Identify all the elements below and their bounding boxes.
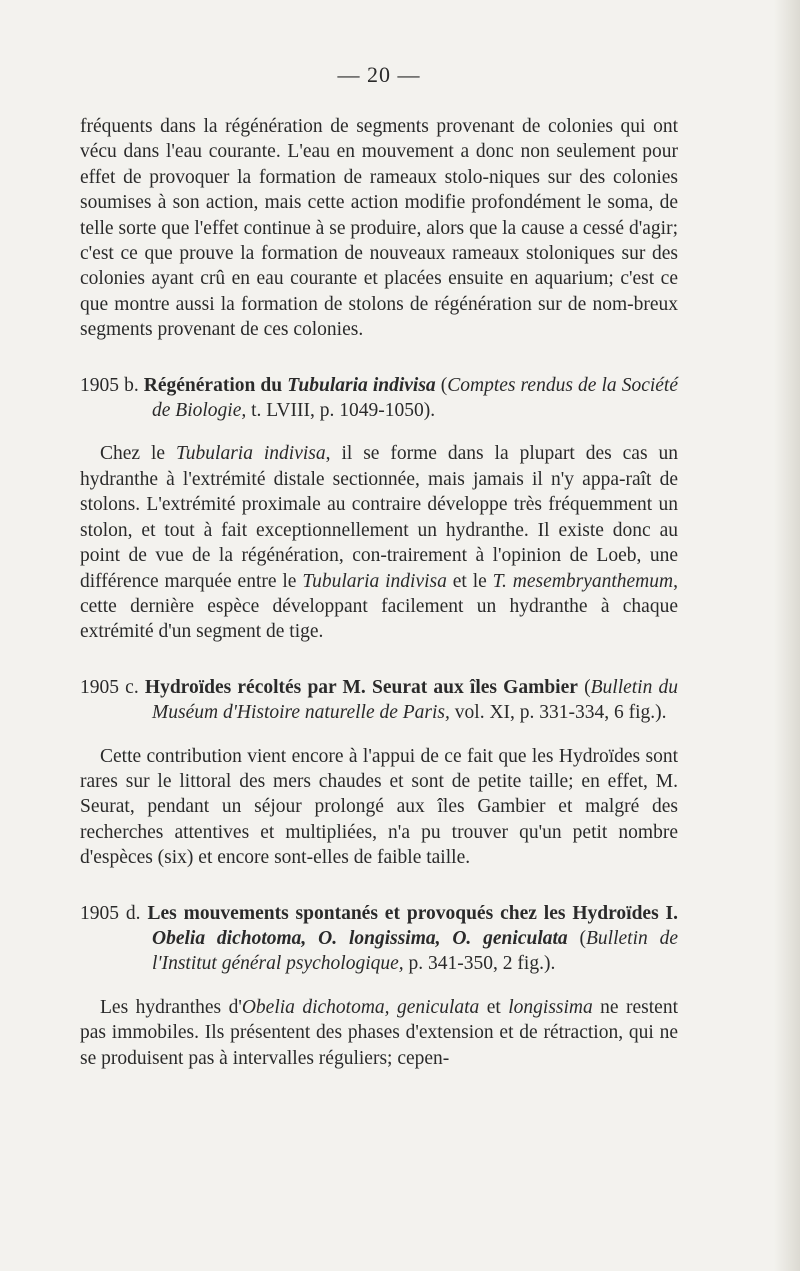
summary-text: Les hydranthes d' bbox=[100, 996, 242, 1018]
entry-reference: Bulletin du Muséum d'Histoire naturelle de Paris, bbox=[152, 676, 679, 724]
bibliography-entry-1905b bbox=[80, 373, 678, 424]
entry-reference: Bulletin de l'Institut général psychologique, bbox=[152, 927, 678, 975]
entry-year: 1905 b. bbox=[80, 374, 139, 396]
page-content bbox=[80, 62, 678, 1071]
summary-text: et le bbox=[446, 570, 493, 592]
intro-paragraph: fréquents dans la régénération de segments provenant de colonies qui ont vécu dans l'eau courante. L'eau en mouvement a donc non seulement pour effet de provoquer la formation de rameaux stolo-niques sur des colonies soumises à son action, mais cette action modifie profondément le soma, de telle sorte que l'effet continue à se produire, alors que la cause a cessé d'agir; c'est ce que prouve la formation de nouveaux rameaux stoloniques sur des colonies ayant crû en eau courante et placées ensuite en aquarium; c'est ce que montre aussi la formation de stolons de régénération sur de nom-breux segments provenant de ces colonies. bbox=[80, 116, 678, 341]
summary-italic: Tubularia indivisa bbox=[302, 570, 447, 592]
page-edge-shadow bbox=[774, 0, 800, 1271]
entry-summary-1905d bbox=[80, 995, 678, 1071]
entry-ref-open: ( bbox=[584, 676, 591, 698]
entry-reference: Comptes rendus de la Société de Biologie, bbox=[152, 374, 679, 422]
entry-ref-tail: p. 341-350, 2 fig.). bbox=[408, 953, 556, 975]
entry-year: 1905 d. bbox=[80, 902, 141, 924]
bibliography-entry-1905c bbox=[80, 675, 678, 726]
entry-ref-open: ( bbox=[579, 927, 586, 949]
entry-title: Les mouvements spontanés et provoqués chez les Hydroïdes I. bbox=[147, 902, 679, 924]
entry-taxon: Tubularia indivisa bbox=[287, 374, 436, 396]
entry-title: Régénération du bbox=[143, 374, 283, 396]
summary-text: , cette dernière espèce développant facilement un hydranthe à chaque extrémité d'un segment de tige. bbox=[80, 570, 678, 643]
entry-year: 1905 c. bbox=[80, 676, 139, 698]
summary-italic: T. mesembryanthemum bbox=[492, 570, 674, 592]
entry-ref-open: ( bbox=[440, 374, 448, 396]
summary-italic: Obelia dichotoma, geniculata bbox=[241, 996, 480, 1018]
summary-text: , il se forme dans la plupart des cas un hydranthe à l'extrémité distale sectionnée, mais jamais il n'y appa-raît de stolons. L'extrémité proximale au contraire développe très fréquemment un stolon, et tout à fait exceptionnellement un hydranthe. Il existe donc au point de vue de la régénération, con-trairement à l'opinion de Loeb, une différence marquée entre le bbox=[80, 443, 678, 592]
summary-text: et bbox=[479, 996, 509, 1018]
bibliography-entry-1905d bbox=[80, 901, 678, 977]
entry-summary-1905b bbox=[80, 441, 678, 644]
entry-ref-tail: vol. XI, p. 331-334, 6 fig.). bbox=[454, 702, 667, 724]
entry-ref-tail: t. LVIII, p. 1049-1050). bbox=[251, 400, 436, 422]
entry-title: Hydroïdes récoltés par M. Seurat aux îles Gambier bbox=[144, 676, 578, 698]
entry-taxon: Obelia dichotoma, O. longissima, O. geniculata bbox=[152, 927, 568, 949]
summary-italic: longissima bbox=[508, 996, 593, 1018]
summary-text: ne restent pas immobiles. Ils présentent des phases d'extension et de rétraction, qui ne se produisent pas à intervalles réguliers; cepen- bbox=[80, 996, 678, 1069]
summary-text: Chez le bbox=[100, 443, 177, 465]
summary-italic: Tubularia indivisa bbox=[176, 443, 326, 465]
page-number: — 20 — bbox=[337, 62, 421, 87]
entry-summary-1905c: Cette contribution vient encore à l'appui de ce fait que les Hydroïdes sont rares sur le littoral des mers chaudes et sont de petite taille; en effet, M. Seurat, pendant un séjour prolongé aux îles Gambier et malgré des recherches attentives et multipliées, n'a pu trouver qu'un petit nombre d'espèces (six) et encore sont-elles de faible taille. bbox=[80, 745, 678, 869]
